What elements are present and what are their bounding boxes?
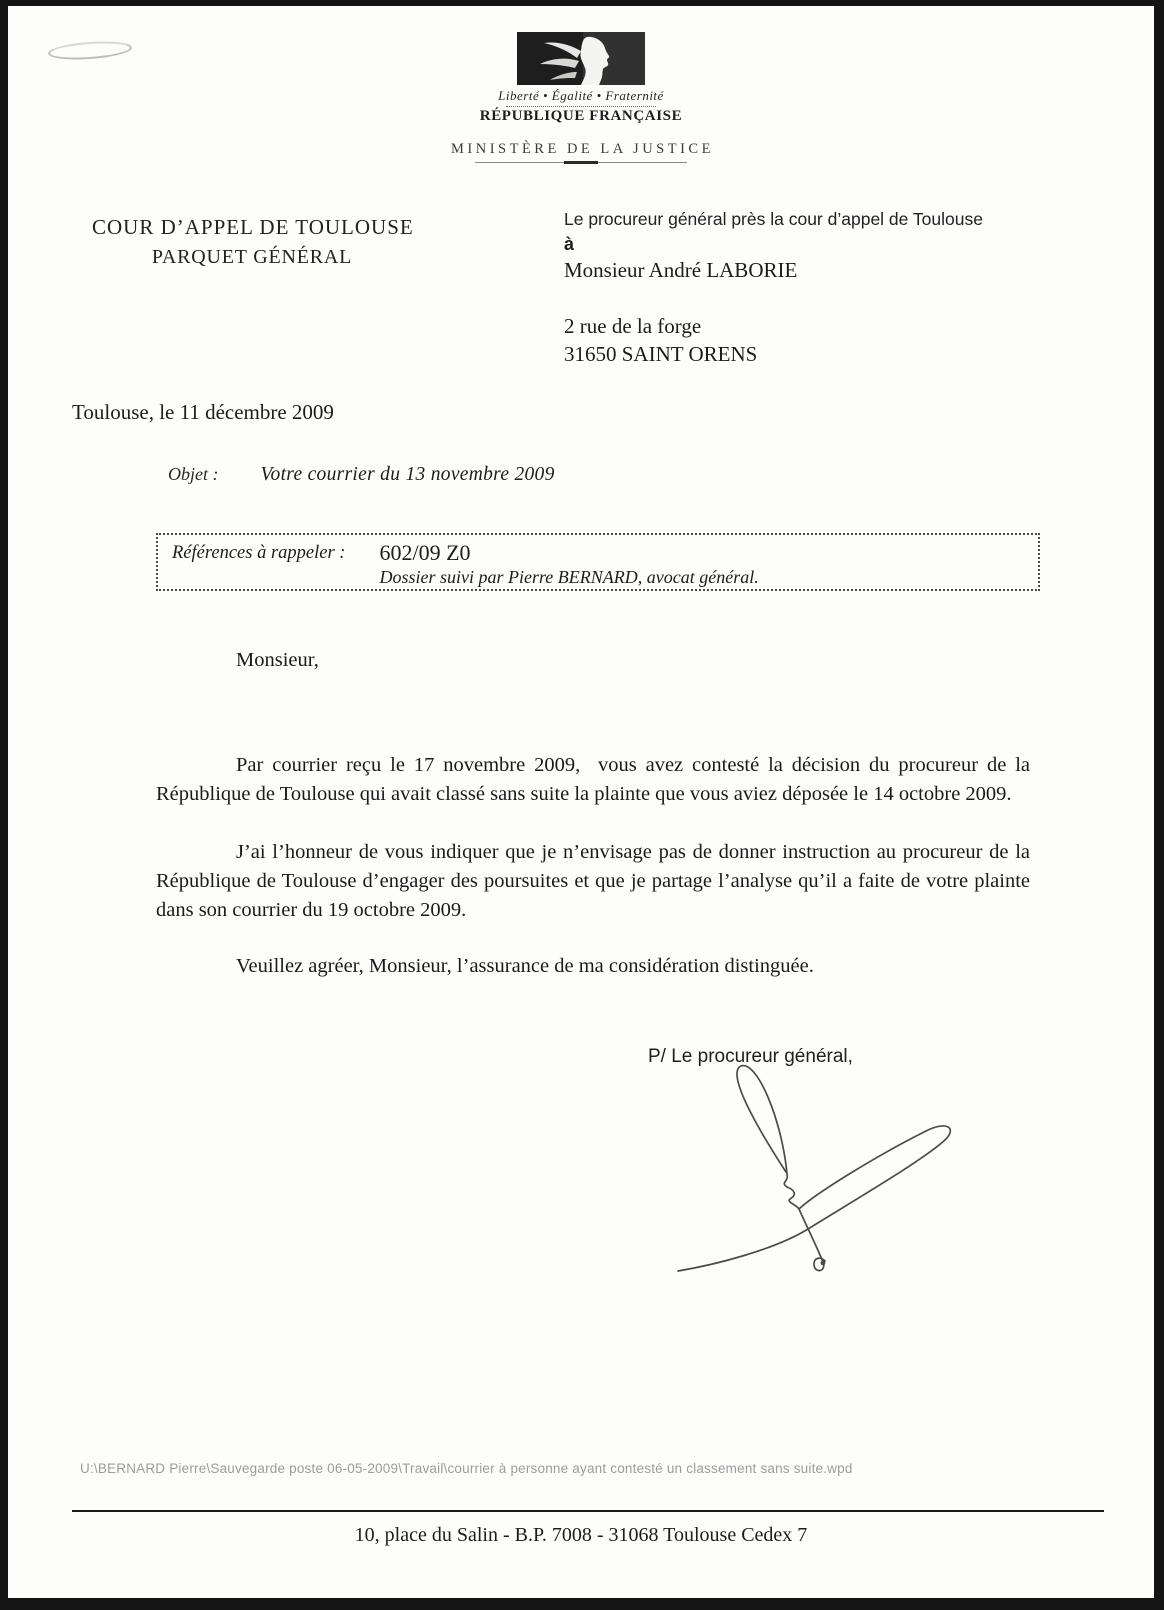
salutation: Monsieur,	[236, 649, 319, 671]
body-paragraph-2: J’ai l’honneur de vous indiquer que je n’envisage pas de donner instruction au procureur de la République de Toulouse d’engager des poursuites et que je partage l’analyse qu’il a faite de votre plainte dans son courrier du 19 octobre 2009.	[156, 841, 1036, 921]
document-filepath: U:\BERNARD Pierre\Sauvegarde poste 06-05-2009\Travail\courrier à personne ayant contesté un classement sans suite.wpd	[80, 1461, 853, 1476]
sender-title-line: Le procureur général près la cour d’appel de Toulouse	[564, 209, 983, 229]
recipient-street: 2 rue de la forge	[564, 314, 702, 338]
closing-formula: Veuillez agréer, Monsieur, l’assurance de ma considération distinguée.	[236, 955, 814, 977]
address-spacer	[564, 284, 1044, 312]
handwritten-signature	[656, 1058, 976, 1288]
letter-body	[156, 646, 1036, 981]
footer-divider	[72, 1510, 1104, 1512]
recipient-name: Monsieur André LABORIE	[564, 258, 798, 282]
republique-francaise-marianne-logo	[517, 32, 645, 85]
republique-francaise-label: RÉPUBLIQUE FRANÇAISE	[479, 108, 683, 124]
recipient-block	[564, 206, 1044, 368]
sender-court-name: COUR D’APPEL DE TOULOUSE	[92, 215, 414, 239]
case-reference-number: 602/09 Z0	[379, 540, 471, 565]
references-box	[156, 533, 1040, 591]
subject-line	[168, 464, 555, 486]
body-paragraph-1: Par courrier reçu le 17 novembre 2009, vous avez contesté la décision du procureur de la République de Toulouse qui avait classé sans suite la plainte que vous aviez déposée le 14 octobre 2009.	[156, 754, 1036, 805]
scan-artifact	[48, 39, 133, 62]
subject-value: Votre courrier du 13 novembre 2009	[260, 464, 555, 485]
recipient-city: 31650 SAINT ORENS	[564, 342, 758, 366]
ministere-justice-label: MINISTÈRE DE LA JUSTICE	[451, 141, 714, 157]
subject-label: Objet :	[168, 464, 219, 484]
references-details	[379, 541, 758, 585]
sender-department: PARQUET GÉNÉRAL	[151, 246, 353, 268]
footer-address: 10, place du Salin - B.P. 7008 - 31068 Toulouse Cedex 7	[354, 1524, 808, 1546]
case-handler: Dossier suivi par Pierre BERNARD, avocat général.	[379, 567, 759, 587]
sender-block	[92, 212, 412, 272]
signature-title: P/ Le procureur général,	[648, 1046, 853, 1067]
ministry-header	[451, 32, 714, 163]
recipient-preposition: à	[564, 234, 575, 254]
motto-divider	[506, 106, 656, 107]
motto-liberte-egalite-fraternite: Liberté • Égalité • Fraternité	[498, 88, 664, 103]
references-label: Références à rappeler :	[172, 543, 346, 563]
ministry-underline	[475, 162, 687, 163]
dateline: Toulouse, le 11 décembre 2009	[72, 400, 334, 424]
